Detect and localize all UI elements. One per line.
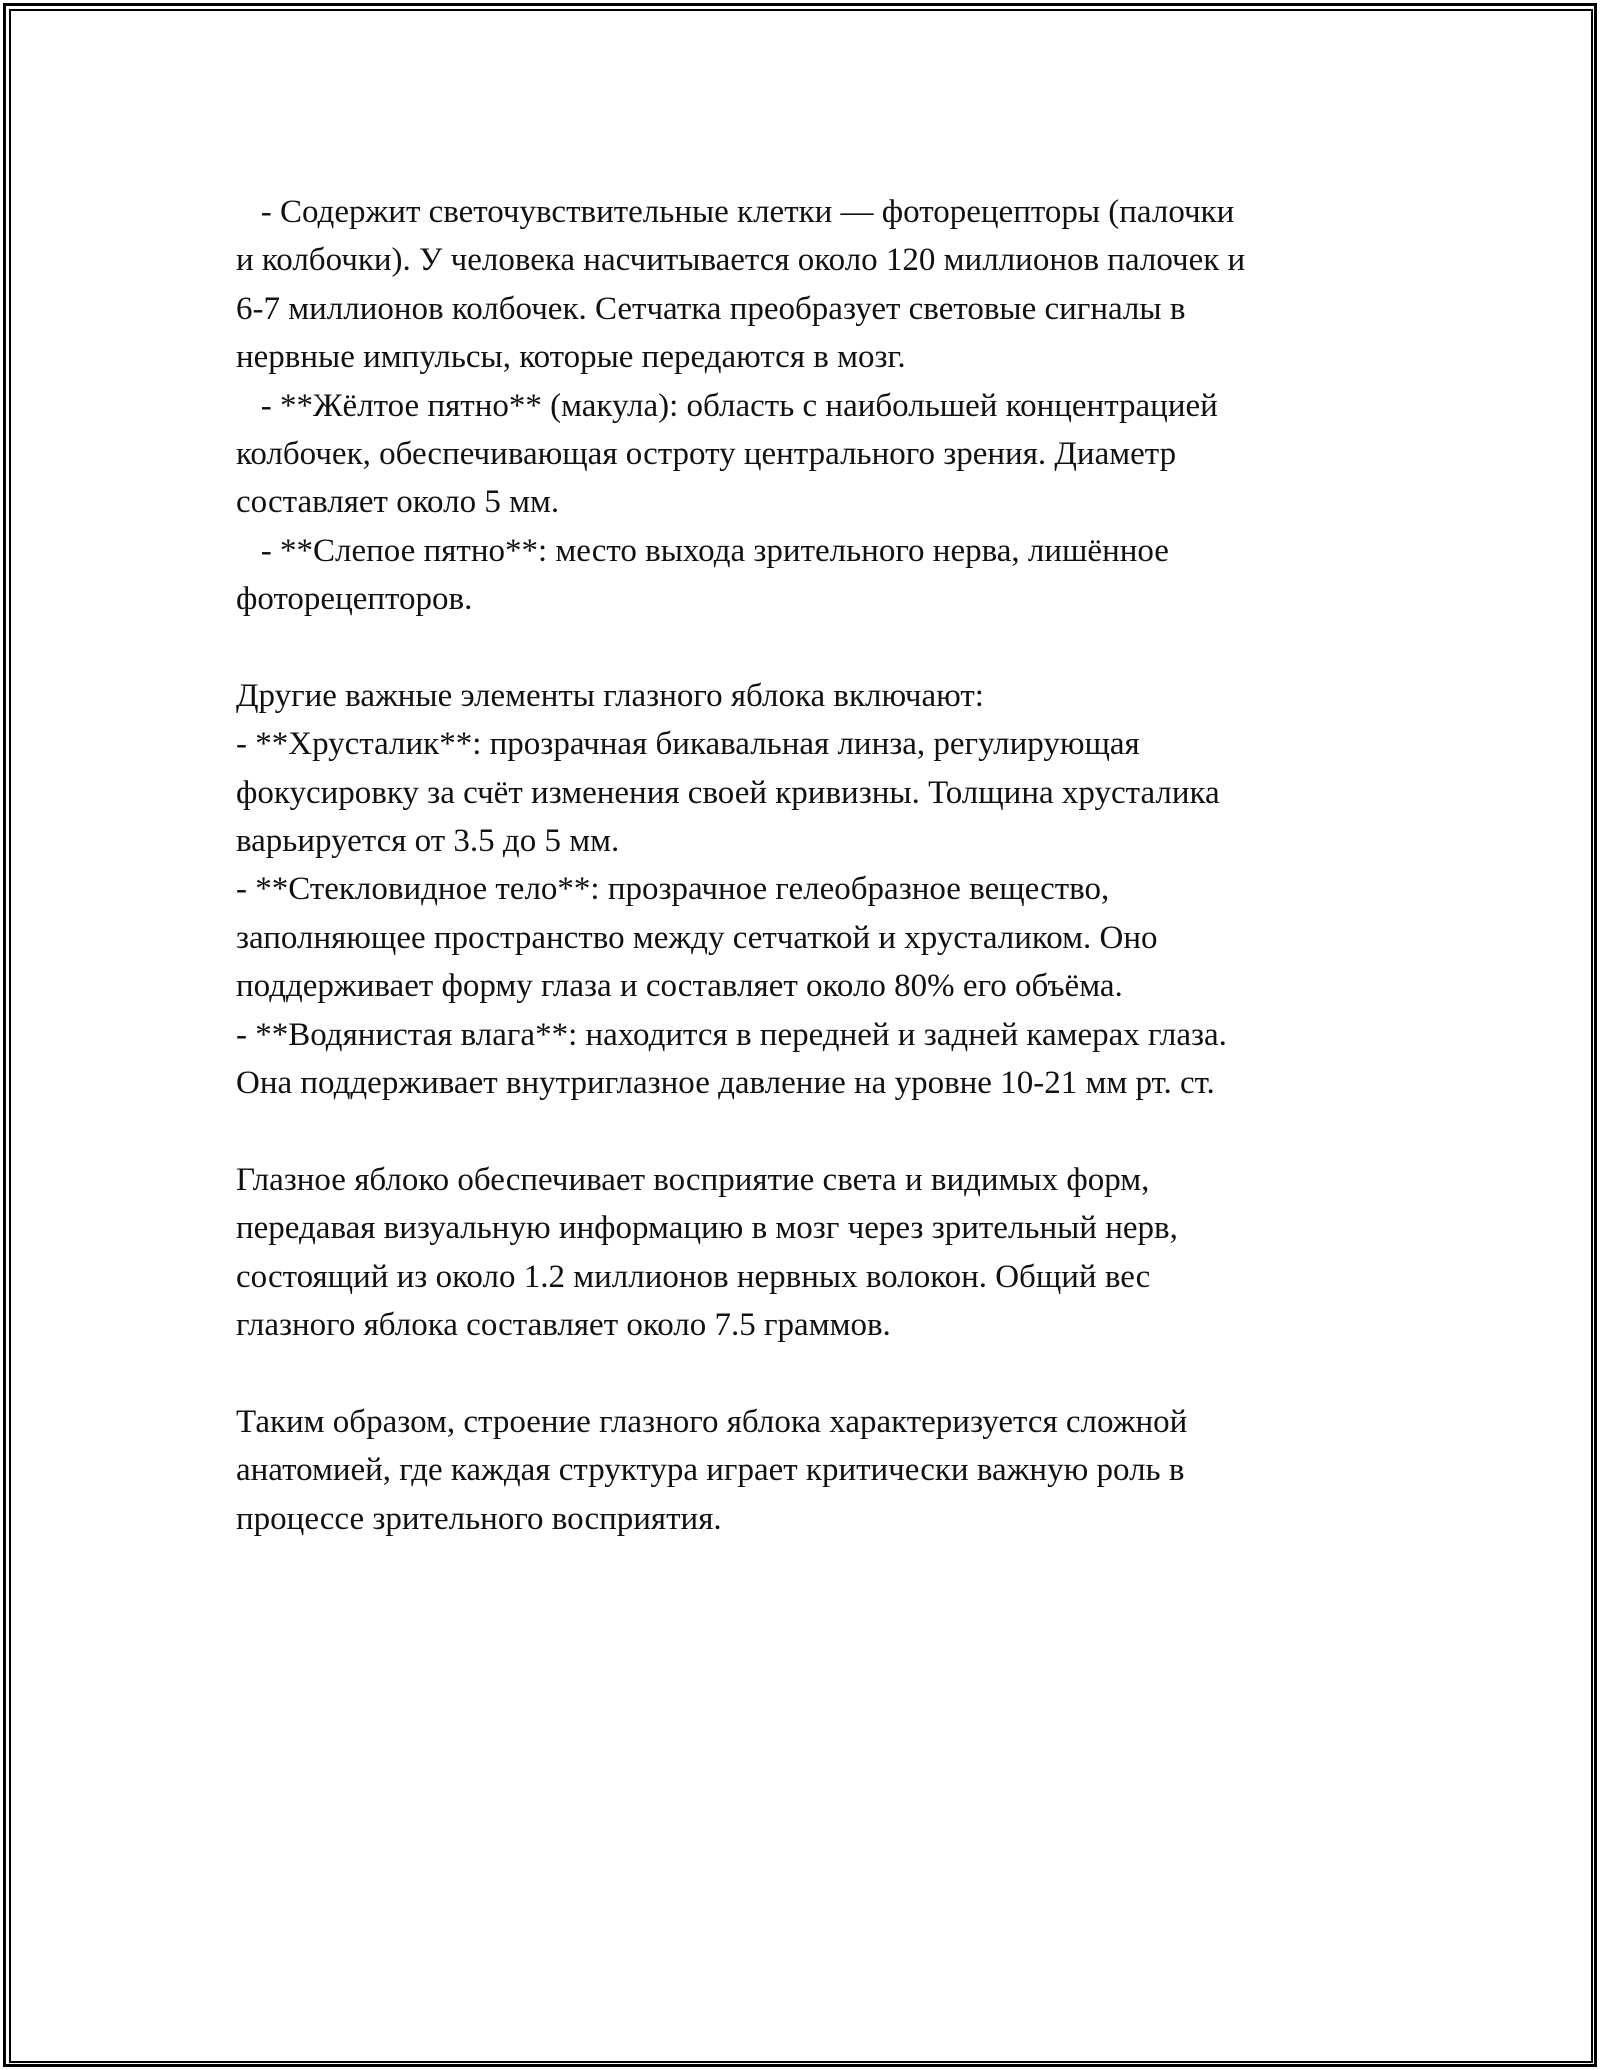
text-line: Глазное яблоко обеспечивает восприятие света и видимых форм, bbox=[236, 1161, 1150, 1198]
text-line: - **Слепое пятно**: место выхода зрительного нерва, лишённое bbox=[236, 532, 1169, 569]
text-line: нервные импульсы, которые передаются в мозг. bbox=[236, 339, 906, 376]
text-line: передавая визуальную информацию в мозг через зрительный нерв, bbox=[236, 1210, 1178, 1247]
text-line: фокусировку за счёт изменения своей кривизны. Толщина хрусталика bbox=[236, 774, 1220, 811]
paragraph-gap bbox=[236, 1349, 1426, 1397]
text-line: анатомией, где каждая структура играет критически важную роль в bbox=[236, 1452, 1185, 1489]
text-line: - **Водянистая влага**: находится в передней и задней камерах глаза. bbox=[236, 1016, 1227, 1053]
document-body bbox=[236, 188, 1426, 1543]
text-line: состоящий из около 1.2 миллионов нервных волокон. Общий вес bbox=[236, 1258, 1151, 1295]
text-line: составляет около 5 мм. bbox=[236, 484, 560, 521]
text-line: процессе зрительного восприятия. bbox=[236, 1500, 722, 1537]
text-line: и колбочки). У человека насчитывается около 120 миллионов палочек и bbox=[236, 242, 1246, 279]
retina-details-paragraph bbox=[236, 188, 1426, 624]
text-line: - Содержит светочувствительные клетки — фоторецепторы (палочки bbox=[236, 194, 1235, 230]
text-line: глазного яблока составляет около 7.5 граммов. bbox=[236, 1306, 891, 1343]
conclusion-paragraph bbox=[236, 1398, 1426, 1543]
text-line: 6-7 миллионов колбочек. Сетчатка преобразует световые сигналы в bbox=[236, 290, 1186, 327]
text-line: поддерживает форму глаза и составляет около 80% его объёма. bbox=[236, 968, 1123, 1005]
text-line: - **Жёлтое пятно** (макула): область с наибольшей концентрацией bbox=[236, 387, 1218, 424]
text-line: - **Хрусталик**: прозрачная бикавальная линза, регулирующая bbox=[236, 726, 1140, 763]
text-line: варьируется от 3.5 до 5 мм. bbox=[236, 823, 620, 860]
text-line: колбочек, обеспечивающая остроту центрального зрения. Диаметр bbox=[236, 435, 1177, 472]
text-line: Таким образом, строение глазного яблока характеризуется сложной bbox=[236, 1403, 1188, 1440]
function-paragraph bbox=[236, 1156, 1426, 1350]
text-line: - **Стекловидное тело**: прозрачное гелеобразное вещество, bbox=[236, 871, 1110, 908]
text-line: Другие важные элементы глазного яблока включают: bbox=[236, 677, 984, 714]
text-line: Она поддерживает внутриглазное давление на уровне 10-21 мм рт. ст. bbox=[236, 1065, 1215, 1102]
other-elements-paragraph bbox=[236, 672, 1426, 1108]
text-line: заполняющее пространство между сетчаткой и хрусталиком. Оно bbox=[236, 919, 1158, 956]
text-line: фоторецепторов. bbox=[236, 581, 473, 618]
paragraph-gap bbox=[236, 1107, 1426, 1155]
paragraph-gap bbox=[236, 624, 1426, 672]
